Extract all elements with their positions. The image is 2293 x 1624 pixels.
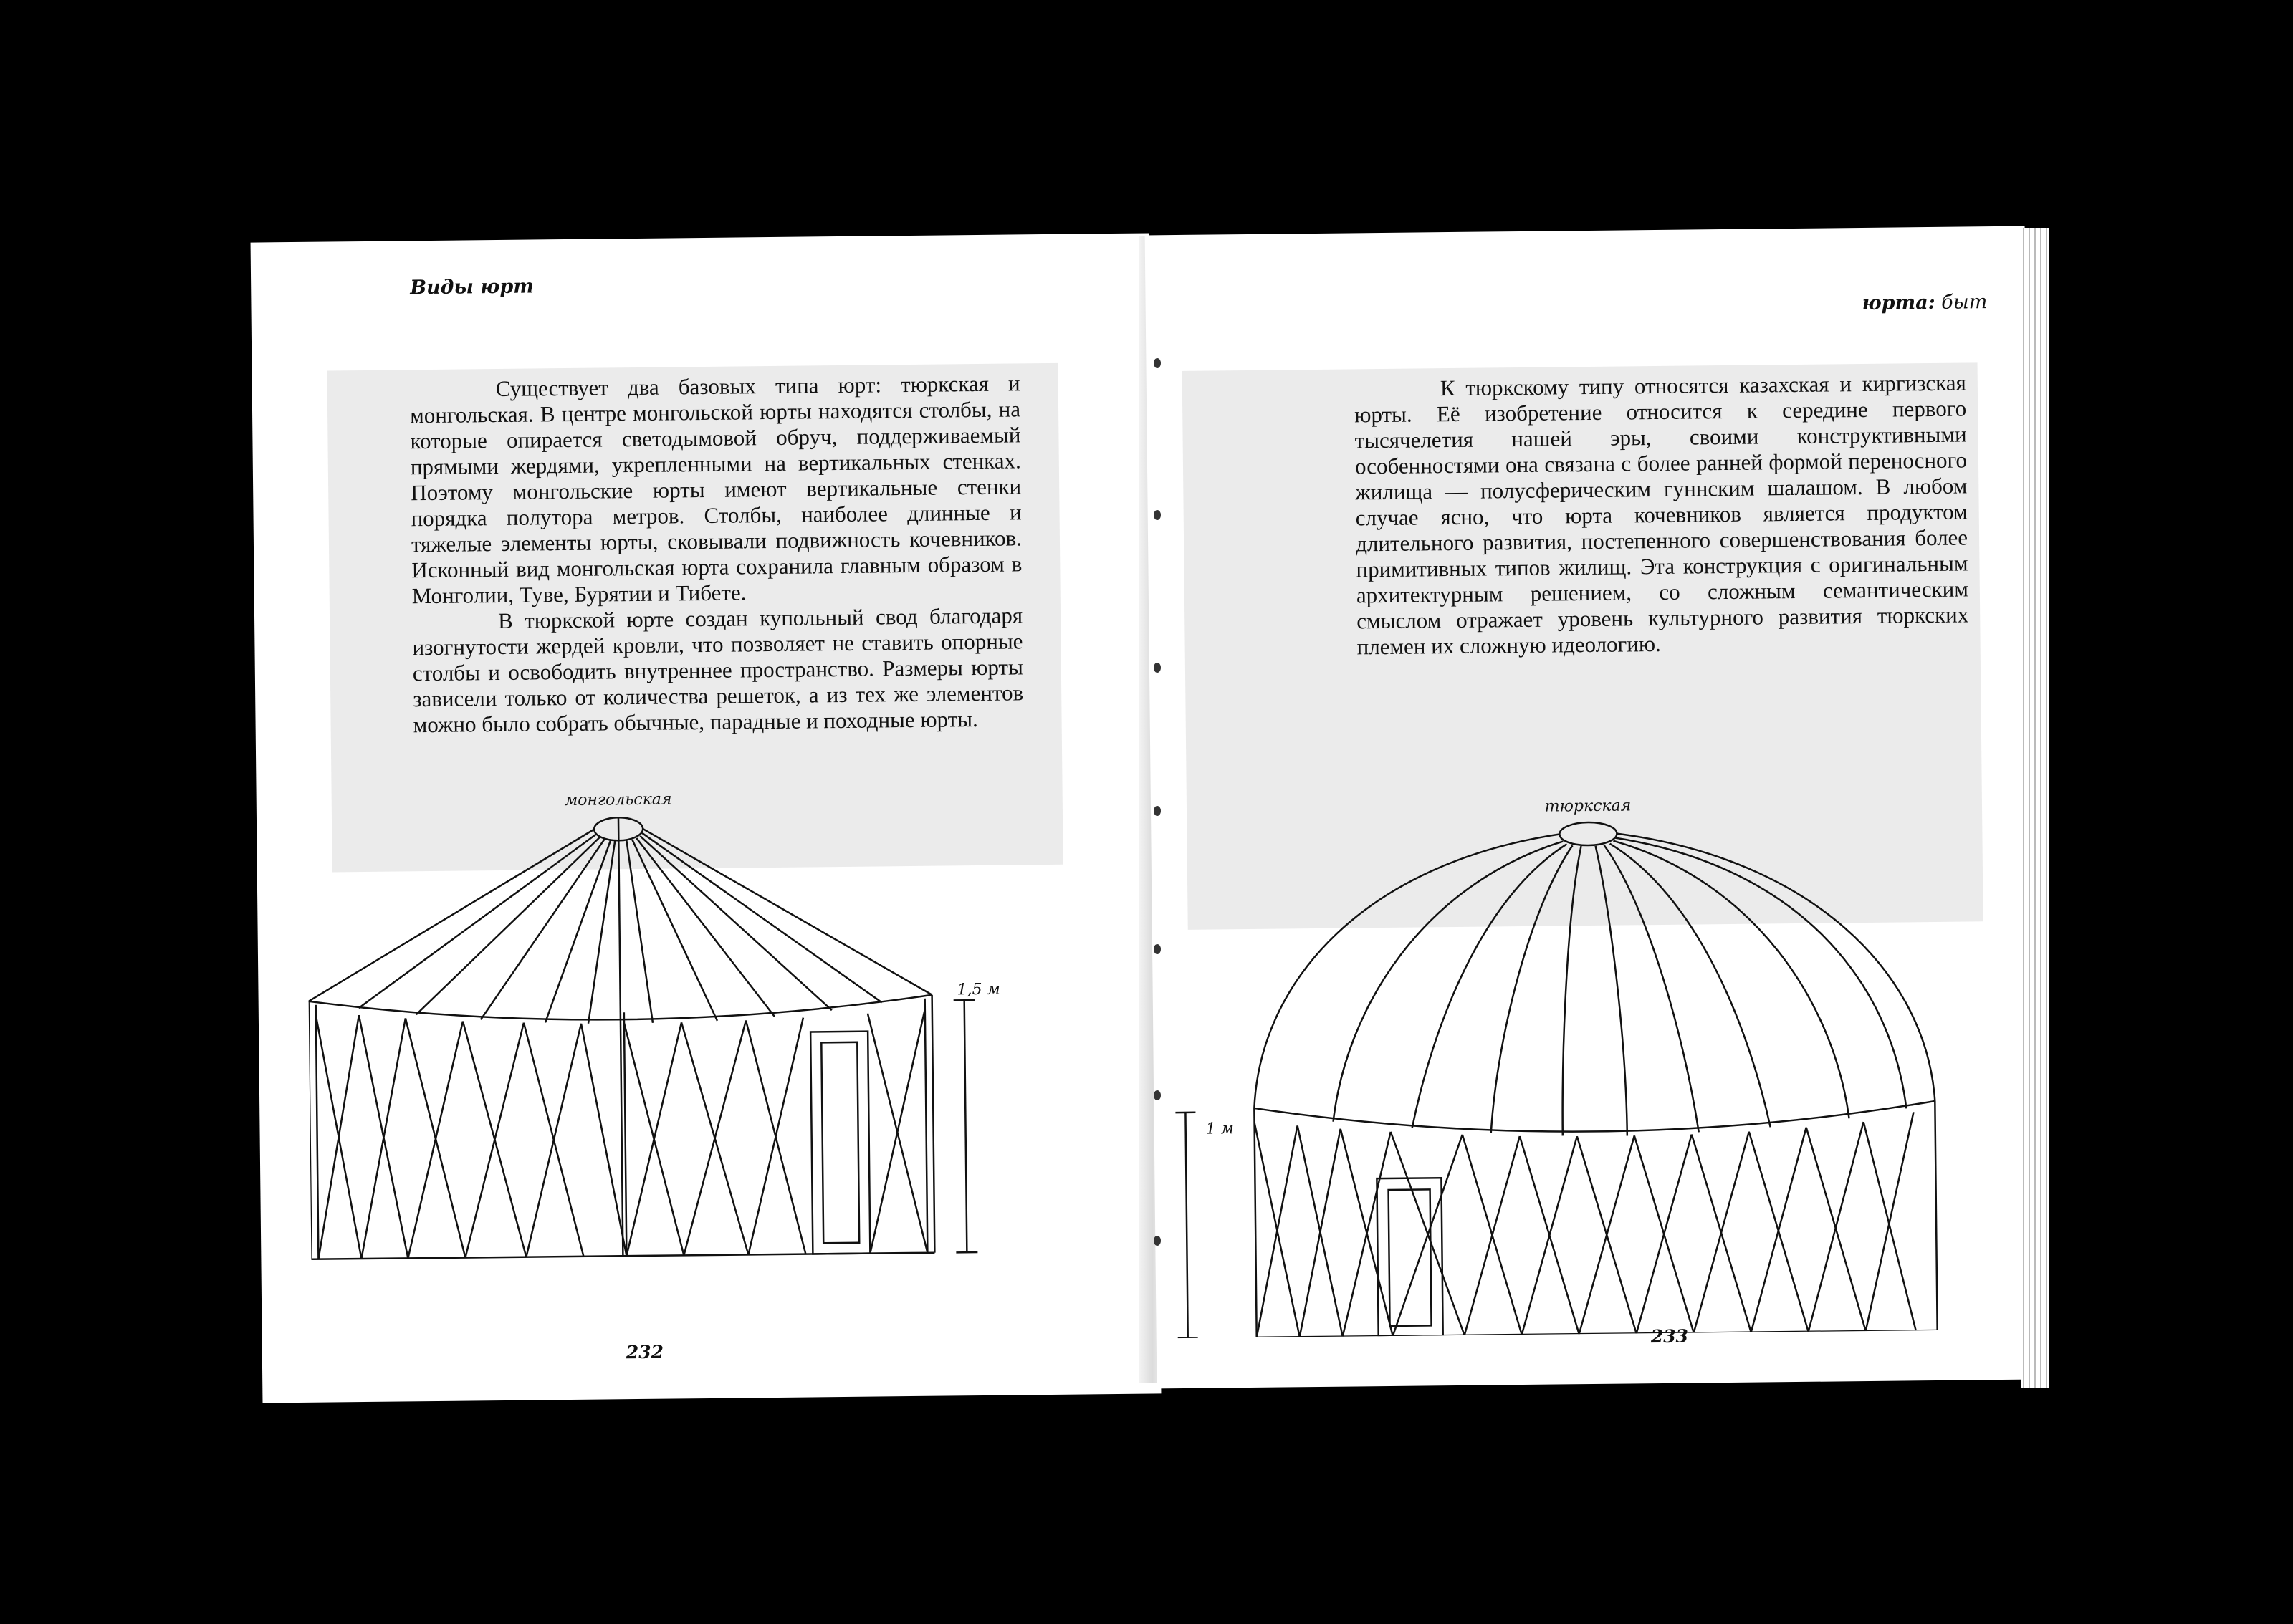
binding-hole (1154, 510, 1161, 520)
paragraph: В тюркской юрте создан купольный свод благодаря изогнутости жердей кровли, что позволяет не ставить опорные столбы и освободить внутреннее пространство. Размеры юрты зависели только от количества решеток, а из тех же элементов можно было собрать обычные, парадные и походные юрты. (412, 602, 1024, 738)
left-page (251, 233, 1162, 1403)
binding-hole (1154, 806, 1161, 816)
page-number: 233 (1650, 1325, 1689, 1347)
paragraph: К тюркскому типу относятся казахская и киргизская юрты. Её изобретение относится к середине первого тысячелетия нашей эры, своими конструктивными особенностями она связана с более ранней формой переносного жилища — полусферическим гуннским шалашом. В любом случае ясно, что юрта кочевников является продуктом длительного развития, постепенного совершенствования более примитивных типов жилищ. Эта конструкция с оригинальным архитектурным решением, со сложным семантическим смыслом отражает уровень культурного развития тюркских племен их сложную идеологию. (1354, 370, 1969, 660)
page-number: 232 (626, 1341, 664, 1363)
right-page (1145, 226, 2037, 1389)
yurt-frame (307, 815, 934, 1259)
left-body-text (410, 370, 1024, 738)
binding-hole (1154, 663, 1161, 673)
height-marker (1175, 1113, 1197, 1338)
page-header: Виды юрт (410, 275, 534, 299)
height-marker (954, 1000, 978, 1252)
binding-hole (1154, 1236, 1161, 1246)
dimension-label: 1,5 м (957, 980, 1000, 999)
figure-label: монгольская (564, 790, 672, 810)
dimension-label: 1 м (1205, 1120, 1235, 1138)
running-header-regular: быт (1941, 291, 1988, 314)
door (810, 1032, 870, 1254)
figure-label: тюркская (1544, 797, 1632, 816)
running-header (1862, 291, 1987, 314)
turkic-yurt-diagram (1151, 785, 2016, 1339)
binding-hole (1154, 944, 1161, 954)
binding-hole (1154, 358, 1161, 368)
right-body-text (1354, 370, 1969, 660)
page-edges (2021, 228, 2049, 1388)
binding-hole (1154, 1090, 1161, 1100)
yurt-frame (1251, 819, 1937, 1337)
mongolian-yurt-diagram (307, 779, 1086, 1331)
paragraph: Существует два базовых типа юрт: тюркская и монгольская. В центре монгольской юрты находятся столбы, на которые опирается светодымовой обруч, поддерживаемый прямыми жердями, укрепленными на вертикальных стенках. Поэтому монгольские юрты имеют вертикальные стенки порядка полутора метров. Столбы, наиболее длинные и тяжелые элементы юрты, сковывали подвижность кочевников. Исконный вид монгольская юрта сохранила главным образом в Монголии, Туве, Бурятии и Тибете. (409, 370, 1023, 609)
running-header-bold: юрта: (1862, 291, 1935, 314)
